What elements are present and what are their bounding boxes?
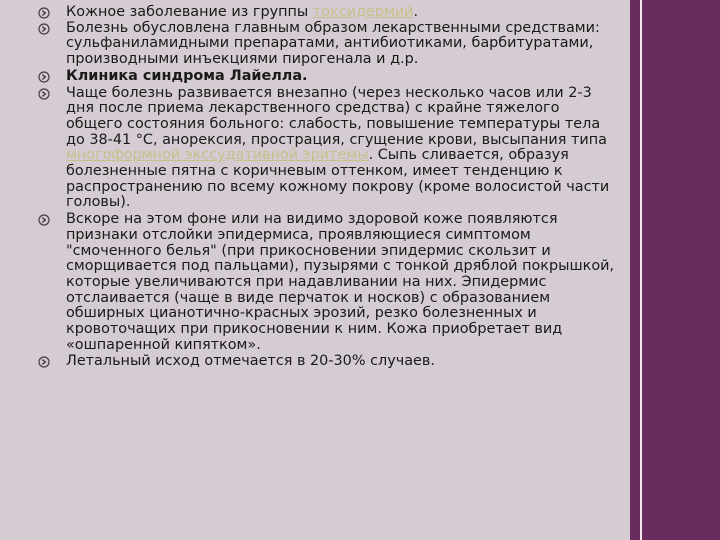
list-item — [38, 86, 618, 212]
bullet-text-end: . — [413, 4, 419, 20]
circle-arrow-icon — [38, 214, 50, 226]
bullet-list — [38, 5, 618, 370]
bullet-text-end: . Сыпь сливается, образуя болезненные пятна с коричневым оттенком, имеет тенденцию к распространению по всему кожному покрову (кроме волосистой части головы). — [66, 147, 610, 211]
list-item — [38, 21, 618, 68]
bullet-text: Кожное заболевание из группы — [66, 4, 313, 20]
list-item — [38, 69, 618, 85]
circle-arrow-icon — [38, 356, 50, 368]
bullet-text: Летальный исход отмечается в 20-30% случаев. — [66, 353, 435, 370]
bullet-text: Чаще болезнь развивается внезапно (через несколько часов или 2-3 дня после приема лекарственного средства) с крайне тяжелого общего состояния больного: слабость, повышение температуры тела до 38-41 °С, анорексия, прострация, сгущение крови, высыпания типа — [66, 84, 607, 148]
circle-arrow-icon — [38, 23, 50, 35]
list-item — [38, 212, 618, 353]
link-erythema[interactable]: многоформной экссудативной эритемы — [66, 147, 369, 164]
circle-arrow-icon — [38, 7, 50, 19]
list-item — [38, 354, 618, 370]
bullet-text: Болезнь обусловлена главным образом лекарственными средствами: сульфаниламидными препаратами, антибиотиками, барбитуратами, производными инъекциями пирогенала и д.р. — [66, 19, 600, 68]
section-heading: Клиника синдрома Лайелла. — [66, 67, 308, 84]
decorative-sidebar — [630, 0, 720, 540]
sidebar-divider — [640, 0, 642, 540]
link-toxidermia[interactable]: токсидермий — [312, 4, 414, 20]
circle-arrow-icon — [38, 71, 50, 83]
bullet-text: Вскоре на этом фоне или на видимо здоровой коже появляются признаки отслойки эпидермиса, проявляющиеся симптомом "смоченного белья" (при прикосновении эпидермис скользит и сморщивается под пальцами), пузырями с тонкой дряблой покрышкой, которые увеличиваются при надавливании на них. Эпидермис отслаивается (чаще в виде перчаток и носков) с образованием обширных цианотично-красных эрозий, резко болезненных и кровоточащих при прикосновении к ним. Кожа приобретает вид «ошпаренной кипятком». — [66, 211, 615, 353]
circle-arrow-icon — [38, 88, 50, 100]
list-item — [38, 5, 618, 21]
